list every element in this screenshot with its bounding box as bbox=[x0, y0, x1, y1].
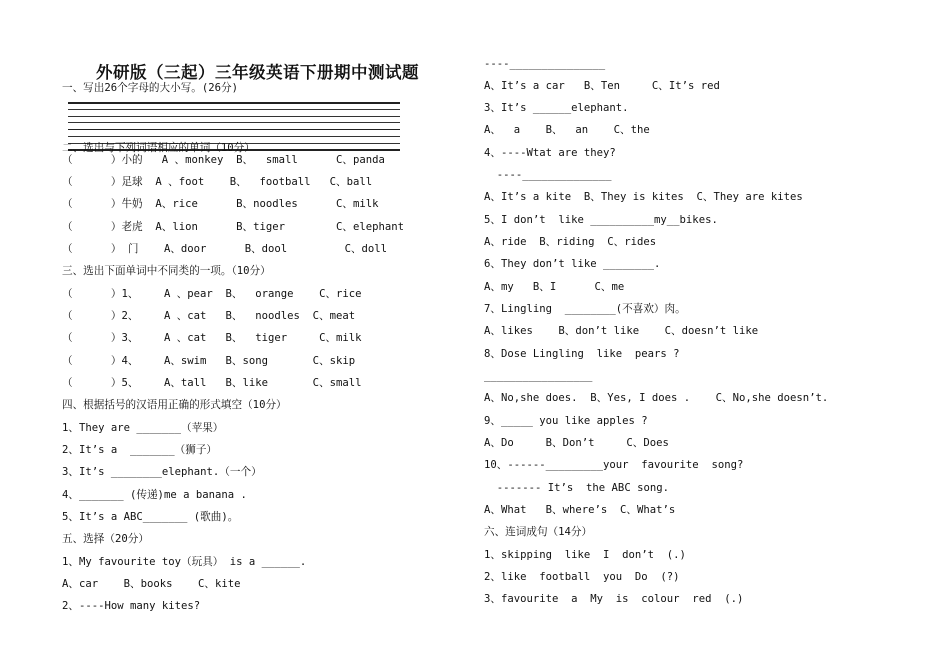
question-line: 5、I don’t like __________my__bikes. bbox=[484, 214, 718, 226]
answer-options: A、 a B、 an C、the bbox=[484, 124, 650, 136]
section-5-heading: 五、选择（20分） bbox=[62, 533, 149, 545]
section-6-heading: 六、连词成句（14分） bbox=[484, 526, 593, 538]
writing-line bbox=[68, 136, 400, 137]
question-line: 10、------_________your favourite song? bbox=[484, 459, 744, 471]
question-line: 3、favourite a My is colour red (.) bbox=[484, 593, 744, 605]
question-line: 3、It’s ______elephant. bbox=[484, 102, 629, 114]
section-4-heading: 四、根据括号的汉语用正确的形式填空（10分） bbox=[62, 399, 287, 411]
question-line: （ ）3、 A 、cat B、 tiger C、milk bbox=[62, 332, 362, 344]
question-line: （ ）小的 A 、monkey B、 small C、panda bbox=[62, 154, 385, 166]
section-2-heading: 二、选出与下列词语相应的单词（10分） bbox=[62, 142, 255, 154]
question-line: 6、They don’t like ________. bbox=[484, 258, 661, 270]
answer-options: A、It’s a kite B、They is kites C、They are kites bbox=[484, 191, 803, 203]
section-3-heading: 三、选出下面单词中不同类的一项。（10分） bbox=[62, 265, 271, 277]
question-line: 3、It’s ________elephant.（一个） bbox=[62, 466, 262, 478]
answer-options: A、my B、I C、me bbox=[484, 281, 625, 293]
answer-options: A、What B、where’s C、What’s bbox=[484, 504, 676, 516]
question-line: 5、It’s a ABC_______ (歌曲)。 bbox=[62, 511, 239, 523]
answer-options: A、Do B、Don’t C、Does bbox=[484, 437, 669, 449]
section-1-heading: 一、写出26个字母的大小写。(26分) bbox=[62, 82, 238, 94]
question-line: 4、----Wtat are they? bbox=[484, 147, 616, 159]
answer-blank-line: ----_______________ bbox=[484, 58, 606, 70]
writing-line bbox=[68, 129, 400, 131]
answer-blank-line: ----______________ bbox=[484, 169, 612, 181]
writing-line bbox=[68, 102, 400, 104]
question-line: （ ）牛奶 A、rice B、noodles C、milk bbox=[62, 198, 379, 210]
answer-options: A、car B、books C、kite bbox=[62, 578, 241, 590]
answer-options: A、ride B、riding C、rides bbox=[484, 236, 657, 248]
dialogue-line: ------- It’s the ABC song. bbox=[484, 482, 669, 494]
exam-title: 外研版（三起）三年级英语下册期中测试题 bbox=[96, 63, 419, 82]
writing-line bbox=[68, 116, 400, 117]
question-line: （ ）2、 A 、cat B、 noodles C、meat bbox=[62, 310, 356, 322]
question-line: 1、My favourite toy（玩具） is a ______. bbox=[62, 556, 307, 568]
question-line: （ ）1、 A 、pear B、 orange C、rice bbox=[62, 288, 362, 300]
writing-line bbox=[68, 109, 400, 110]
answer-options: A、likes B、don’t like C、doesn’t like bbox=[484, 325, 759, 337]
question-line: 9、_____ you like apples ? bbox=[484, 415, 648, 427]
question-line: （ ）足球 A 、foot B、 football C、ball bbox=[62, 176, 373, 188]
answer-options: A、It’s a car B、Ten C、It’s red bbox=[484, 80, 720, 92]
question-line: 2、----How many kites? bbox=[62, 600, 201, 612]
question-line: （ ） 门 A、door B、dool C、doll bbox=[62, 243, 388, 255]
question-line: （ ）4、 A、swim B、song C、skip bbox=[62, 355, 356, 367]
question-line: （ ）老虎 A、lion B、tiger C、elephant bbox=[62, 221, 405, 233]
question-line: 1、They are _______（苹果） bbox=[62, 422, 224, 434]
question-line: 7、Lingling ________(不喜欢）肉。 bbox=[484, 303, 686, 315]
answer-blank-line: _________________ bbox=[484, 370, 593, 382]
question-line: 8、Dose Lingling like pears ? bbox=[484, 348, 680, 360]
answer-options: A、No,she does. B、Yes, I does . C、No,she doesn’t. bbox=[484, 392, 829, 404]
question-line: 2、It’s a _______（狮子） bbox=[62, 444, 218, 456]
question-line: 1、skipping like I don’t (.) bbox=[484, 549, 686, 561]
question-line: 2、like football you Do (?) bbox=[484, 571, 680, 583]
question-line: （ ）5、 A、tall B、like C、small bbox=[62, 377, 362, 389]
writing-line bbox=[68, 122, 400, 123]
question-line: 4、_______ (传递)me a banana . bbox=[62, 489, 247, 501]
